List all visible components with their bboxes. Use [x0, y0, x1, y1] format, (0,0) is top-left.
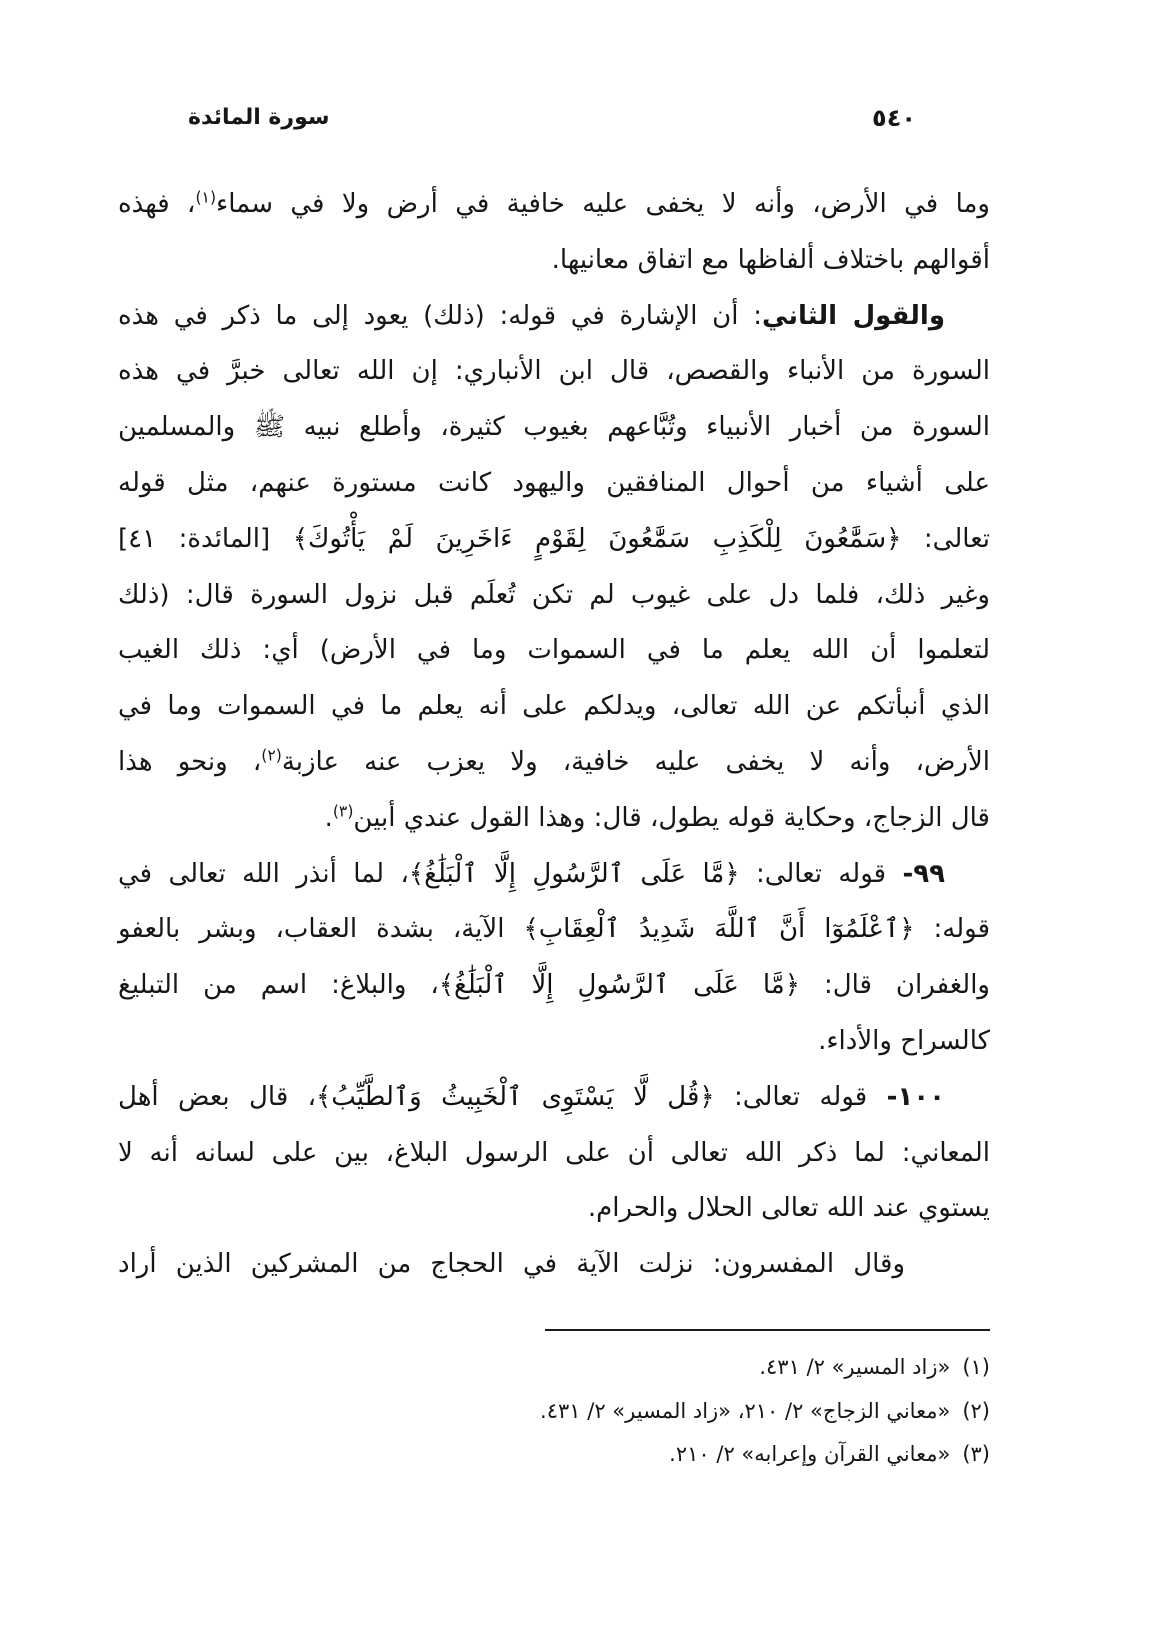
footnote — [300, 1346, 990, 1390]
text-line — [118, 902, 990, 958]
line-text: أقوالهم باختلاف ألفاظها مع اتفاق معانيها. — [551, 244, 990, 275]
line-text: الأرض، وأنه لا يخفى عليه خافية، ولا يعزب عنه عازبة — [281, 746, 990, 777]
text-line — [118, 1181, 990, 1237]
line-text: ، لما أنذر الله تعالى في — [118, 858, 409, 889]
text-line — [118, 791, 990, 847]
line-text: قوله تعالى: — [739, 858, 903, 889]
text-line — [118, 958, 990, 1014]
line-text: ، فهذه — [118, 189, 196, 219]
surah-title: سورة المائدة — [188, 105, 330, 130]
footnote-ref: (٣) — [332, 802, 354, 821]
text-line — [118, 233, 990, 289]
line-text: الذي أنبأتكم عن الله تعالى، ويدلكم على أنه يعلم ما في السموات وما في — [118, 691, 990, 722]
footnote-marker: (٢) — [962, 1398, 990, 1423]
line-text: والغفران قال: — [799, 970, 990, 1001]
line-text: ، قال بعض أهل — [118, 1081, 317, 1112]
line-text: . — [324, 802, 333, 833]
line-text: : أن الإشارة في قوله: (ذلك) يعود إلى ما ذكر في هذه — [118, 300, 762, 331]
footnote-separator — [545, 1329, 990, 1331]
text-line — [118, 1070, 990, 1126]
line-text: ، ونحو هذا — [118, 746, 262, 777]
line-text: [المائدة: ٤١] — [118, 523, 293, 554]
footnote-ref: (٢) — [261, 746, 282, 765]
quran-verse: ﴿سَمَّٰعُونَ لِلْكَذِبِ سَمَّٰعُونَ لِقَوْمٍ ءَاخَرِينَ لَمْ يَأْتُوكَ﴾ — [292, 523, 902, 554]
text-line — [118, 847, 990, 903]
text-line — [118, 623, 990, 679]
line-text: تعالى: — [901, 523, 990, 554]
footnote-marker: (١) — [962, 1355, 990, 1379]
footnote — [300, 1390, 990, 1434]
line-text: وغير ذلك، فلما دل على غيوب لم تكن تُعلَم قبل نزول السورة قال: (ذلك — [118, 579, 990, 610]
line-text: يستوي عند الله تعالى الحلال والحرام. — [587, 1193, 990, 1224]
quran-verse: ﴿قُل لَّا يَسْتَوِى ٱلْخَبِيثُ وَٱلطَّيِّبُ﴾ — [316, 1081, 715, 1112]
text-line — [118, 400, 990, 456]
footnote — [300, 1433, 990, 1477]
line-text: على أشياء من أحوال المنافقين واليهود كانت مستورة عنهم، مثل قوله — [118, 467, 990, 498]
line-text: المعاني: لما ذكر الله تعالى أن على الرسول البلاغ، بين على لسانه أنه لا — [118, 1137, 990, 1168]
line-text: وقال المفسرون: نزلت الآية في الحجاج من المشركين الذين أراد — [118, 1249, 905, 1280]
line-text: قال الزجاج، وحكاية قوله يطول، قال: وهذا القول عندي أبين — [353, 802, 990, 833]
bold-lead: والقول الثاني — [761, 300, 945, 331]
text-line — [118, 344, 990, 400]
body-text — [118, 177, 990, 1293]
line-text: قوله تعالى: — [714, 1081, 887, 1112]
text-line — [118, 512, 990, 568]
line-text: السورة من أخبار الأنبياء وتُبَّاعهم بغيوب كثيرة، وأطلع نبيه ﷺ والمسلمين — [118, 412, 990, 443]
footnotes — [300, 1346, 990, 1477]
line-text: السورة من الأنباء والقصص، قال ابن الأنباري: إن الله تعالى خبرَّ في هذه — [118, 356, 990, 387]
line-text: قوله: — [914, 914, 991, 945]
text-line — [118, 289, 990, 345]
text-line — [118, 1126, 990, 1182]
verse-number: ١٠٠- — [886, 1081, 945, 1112]
footnote-marker: (٣) — [962, 1442, 990, 1466]
text-line — [118, 735, 990, 791]
verse-number: ٩٩- — [902, 858, 946, 889]
line-text: الآية، بشدة العقاب، وبشر بالعفو — [118, 914, 524, 945]
line-text: وما في الأرض، وأنه لا يخفى عليه خافية في أرض ولا في سماء — [216, 189, 990, 219]
quran-verse: ﴿مَّا عَلَى ٱلرَّسُولِ إِلَّا ٱلْبَلَٰغُ﴾ — [438, 970, 800, 1001]
text-line — [118, 456, 990, 512]
text-line — [118, 679, 990, 735]
text-line — [118, 1014, 990, 1070]
text-line — [118, 177, 990, 233]
quran-verse: ﴿مَّا عَلَى ٱلرَّسُولِ إِلَّا ٱلْبَلَٰغُ﴾ — [408, 858, 740, 889]
footnote-text: «زاد المسير» ٢/ ٤٣١. — [759, 1355, 951, 1379]
text-line — [118, 1237, 990, 1293]
line-text: كالسراح والأداء. — [818, 1025, 990, 1056]
footnote-ref: (١) — [195, 188, 217, 207]
footnote-text: «معاني الزجاج» ٢/ ٢١٠، «زاد المسير» ٢/ ٤٣١. — [540, 1398, 951, 1423]
page-number: ٥٤٠ — [872, 104, 916, 132]
line-text: ، والبلاغ: اسم من التبليغ — [118, 970, 439, 1001]
line-text: لتعلموا أن الله يعلم ما في السموات وما في الأرض) أي: ذلك الغيب — [118, 635, 990, 666]
quran-verse: ﴿ٱعْلَمُوٓا أَنَّ ٱللَّهَ شَدِيدُ ٱلْعِقَابِ﴾ — [523, 914, 915, 945]
text-line — [118, 568, 990, 624]
footnote-text: «معاني القرآن وإعرابه» ٢/ ٢١٠. — [669, 1442, 951, 1466]
